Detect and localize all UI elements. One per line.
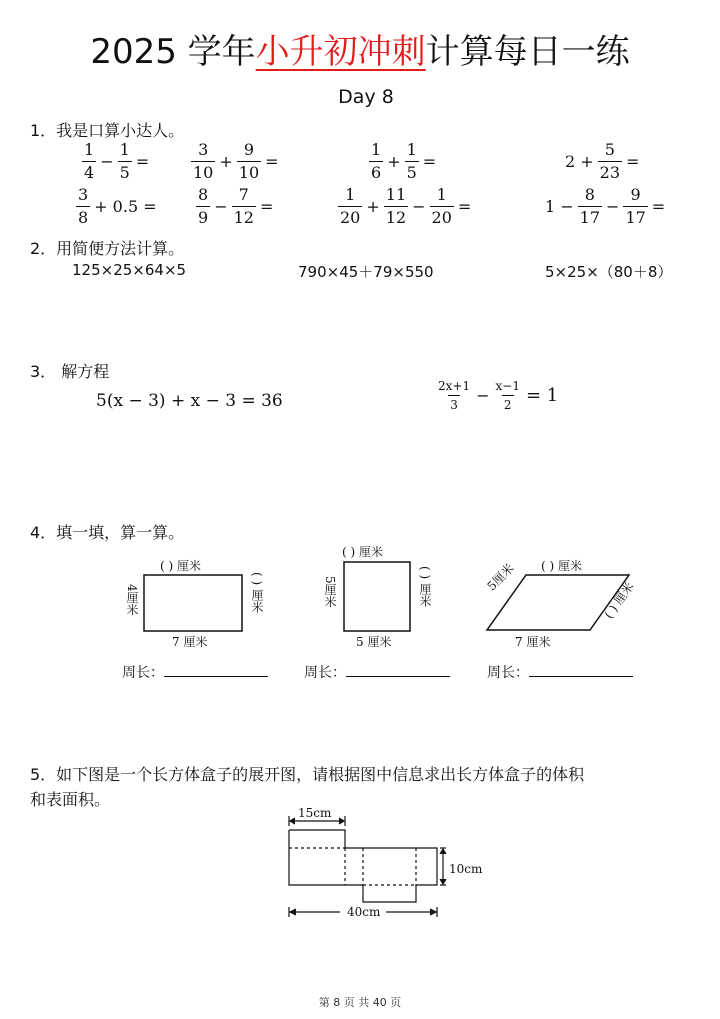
question-2-label: 2．用简便方法计算。 <box>30 239 185 258</box>
para-bottom-label: 7 厘米 <box>515 635 551 649</box>
oral-calc-8: 1 − $\frac{8}{17}$ − $\frac{9}{17}$ = <box>545 185 666 227</box>
page-footer: 第 8 页 共 40 页 <box>318 996 402 1009</box>
square-right-label: ( ) 厘米 <box>418 566 432 607</box>
dim-bottom-label: 40cm <box>347 905 381 919</box>
rect-left-label: 4厘米 <box>125 584 139 616</box>
oral-calc-2: $\frac{3}{10}$ + $\frac{9}{10}$ = <box>193 140 279 182</box>
oral-calc-1: $\frac{1}{4}$ − $\frac{1}{5}$ = <box>84 140 150 182</box>
square-bottom-label: 5 厘米 <box>356 635 392 649</box>
dim-right-label: 10cm <box>449 862 483 876</box>
question-3-label: 3． 解方程 <box>30 362 110 381</box>
equation-2: $\frac{2x+1}{3}$ − $\frac{x-1}{2}$ = 1 <box>438 379 559 412</box>
para-right-label: ( ) 厘米 <box>601 579 637 622</box>
simplify-expr-1: 125×25×64×5 <box>72 261 187 279</box>
rect-bottom-label: 7 厘米 <box>172 635 208 649</box>
page-title <box>0 30 720 74</box>
oral-calc-4: 2 + $\frac{5}{23}$ = <box>565 140 640 182</box>
dim-top-label: 15cm <box>298 806 332 820</box>
question-5-label-line1: 5．如下图是一个长方体盒子的展开图，请根据图中信息求出长方体盒子的体积 <box>30 765 585 784</box>
title-highlight: 小升初冲刺 <box>255 32 426 72</box>
perimeter-square: 周长： <box>304 662 450 682</box>
perimeter-parallelogram: 周长： <box>487 662 633 682</box>
title-prefix: 2025 学年 <box>90 32 256 72</box>
title-suffix: 计算每日一练 <box>425 32 630 72</box>
simplify-expr-3: 5×25×（80＋8） <box>545 263 673 281</box>
rectangle-shape <box>144 575 242 631</box>
para-top-label: ( ) 厘米 <box>541 559 582 573</box>
question-4-label: 4．填一填，算一算。 <box>30 523 185 542</box>
perimeter-rect: 周长： <box>122 662 268 682</box>
square-shape <box>344 562 410 631</box>
rect-top-label: ( ) 厘米 <box>160 559 201 573</box>
para-left-label: 5厘米 <box>484 561 517 594</box>
equation-1: 5(x − 3) + x − 3 = 36 <box>96 391 283 411</box>
simplify-expr-2: 790×45＋79×550 <box>298 263 434 281</box>
question-1-label: 1．我是口算小达人。 <box>30 121 185 140</box>
oral-calc-6: $\frac{8}{9}$ − $\frac{7}{12}$ = <box>198 185 274 227</box>
oral-calc-3: $\frac{1}{6}$ + $\frac{1}{5}$ = <box>371 140 437 182</box>
oral-calc-7: $\frac{1}{20}$ + $\frac{11}{12}$ − $\frac{1}{20}$ = <box>340 185 472 227</box>
square-top-label: ( ) 厘米 <box>342 545 383 559</box>
oral-calc-5: $\frac{3}{8}$ + 0.5 = <box>78 185 157 227</box>
rect-right-label: ( ) 厘米 <box>250 572 264 613</box>
question-5-label-line2: 和表面积。 <box>30 790 111 809</box>
day-label: Day 8 <box>338 86 394 108</box>
square-left-label: 5厘米 <box>323 576 337 608</box>
